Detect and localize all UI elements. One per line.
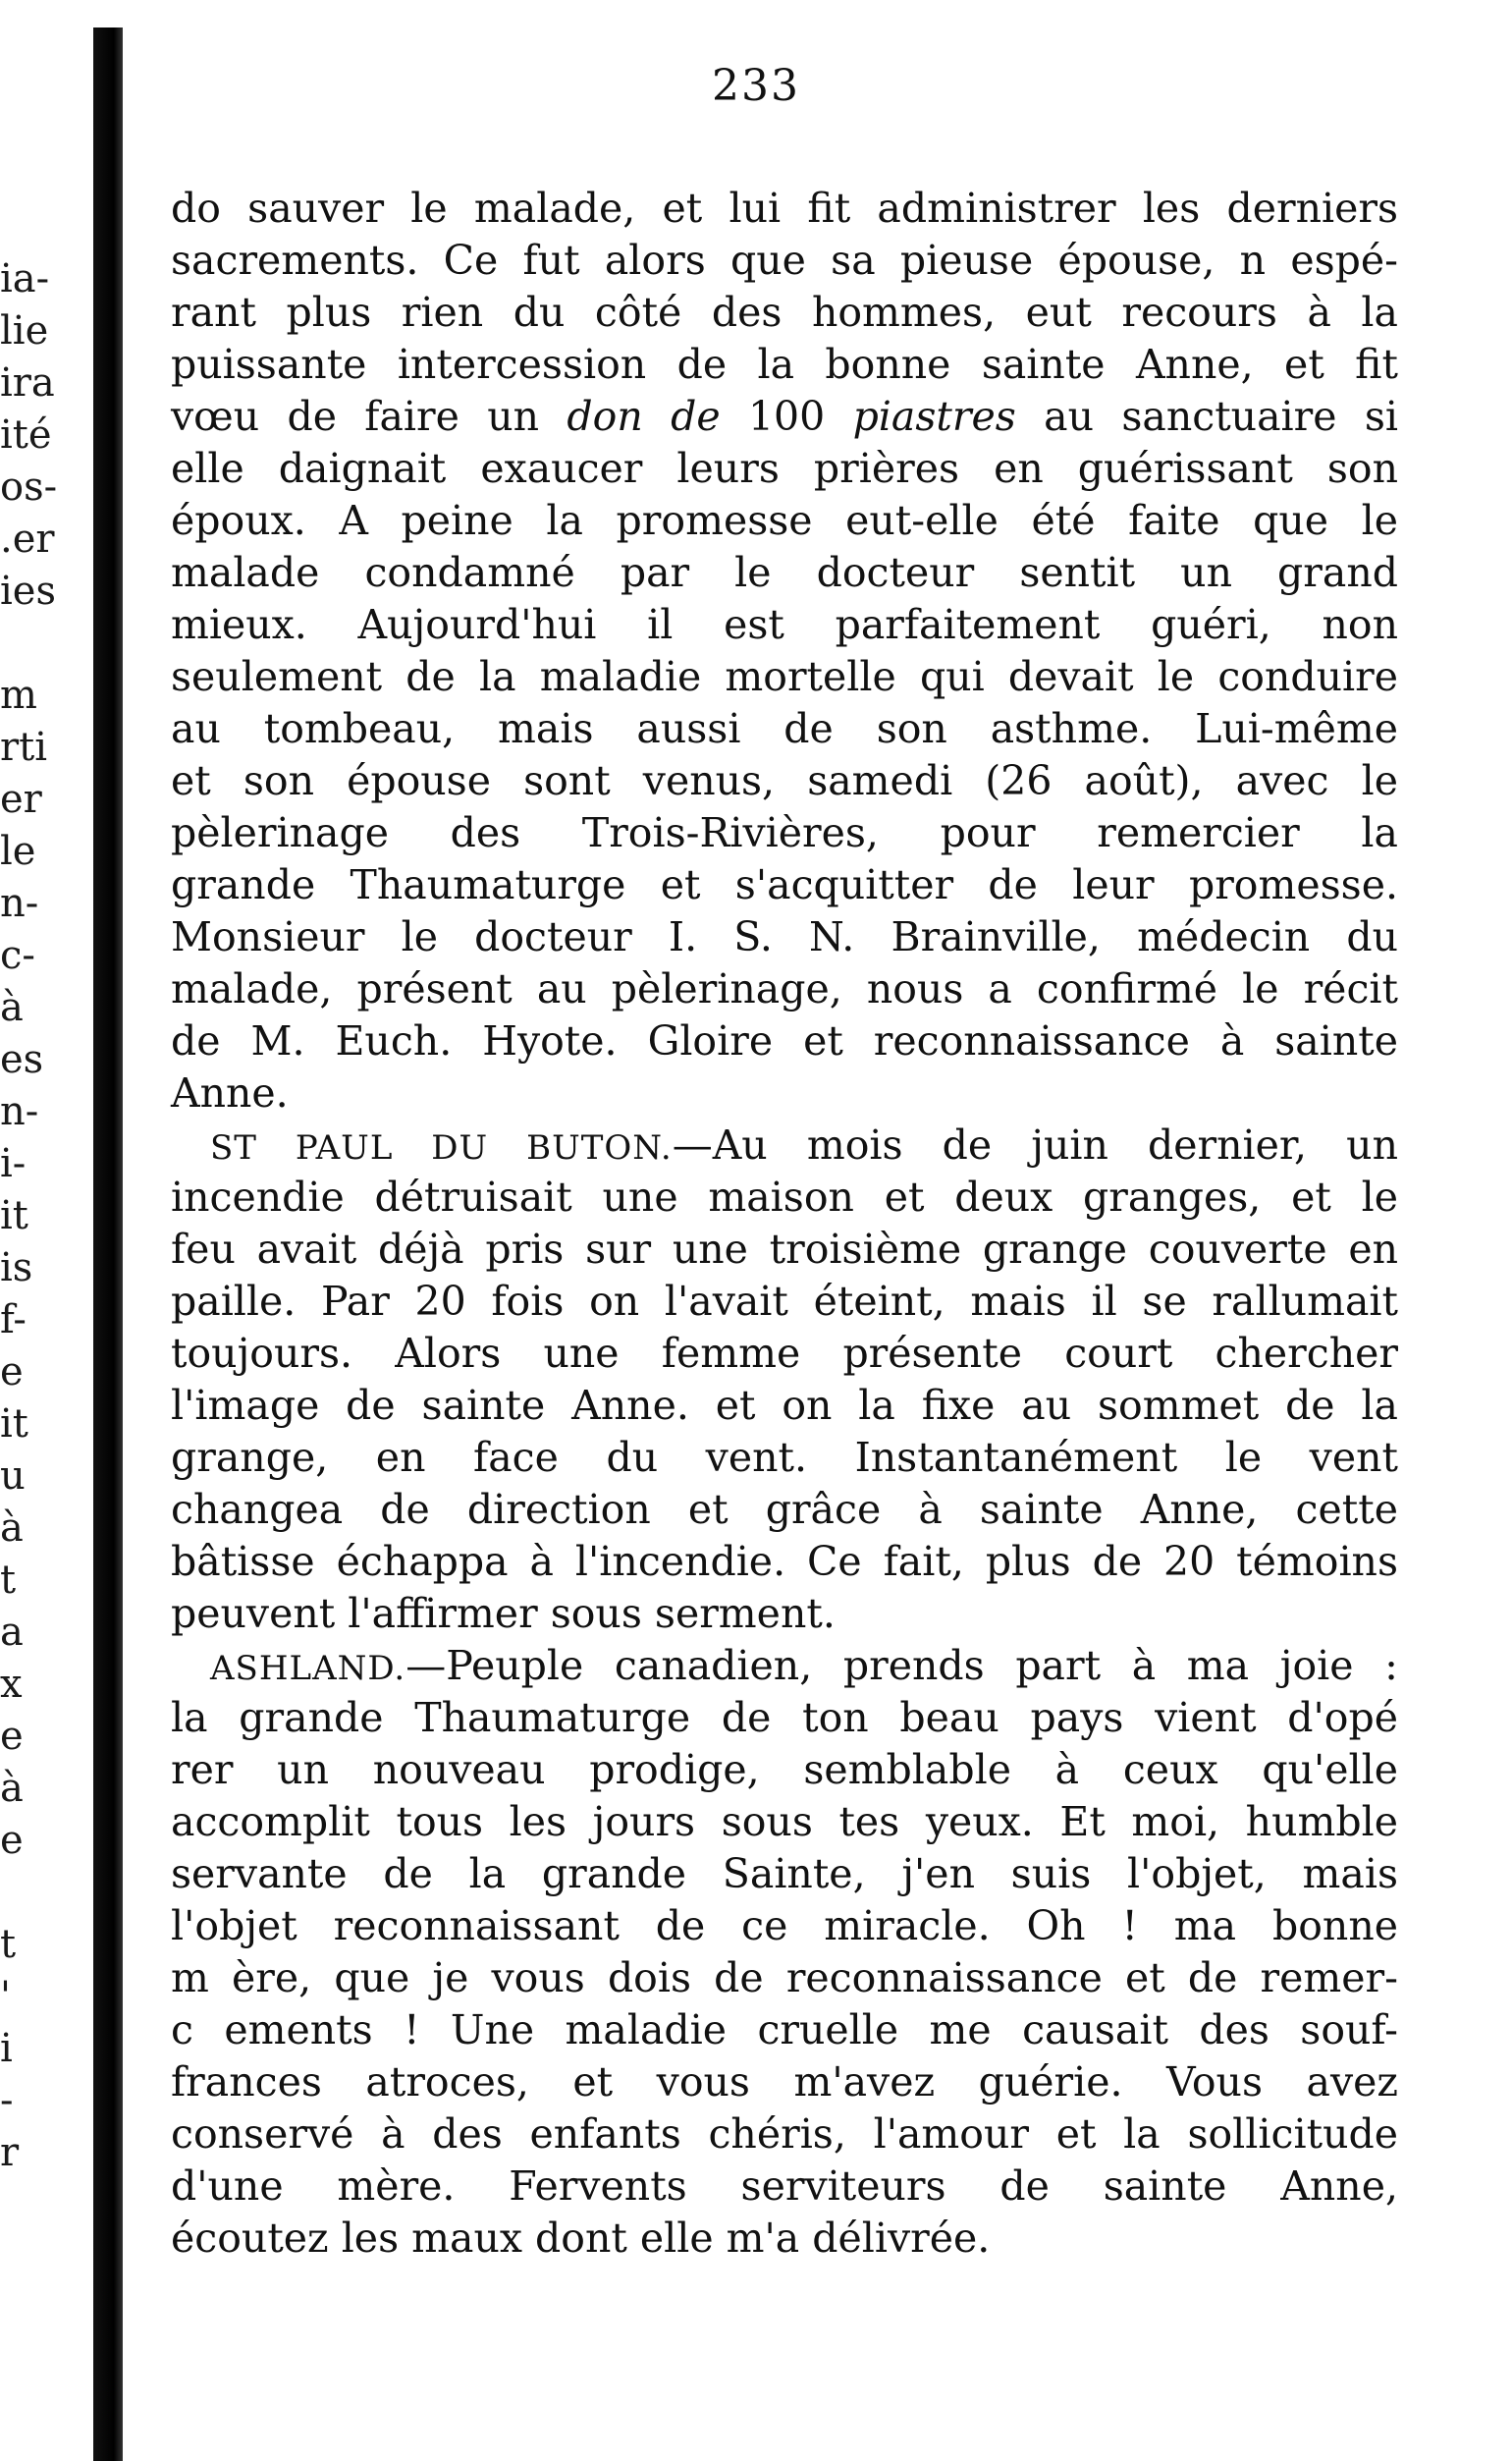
bleed-fragment: a [0,1610,24,1655]
bleed-fragment: i- [0,1141,27,1186]
bleed-fragment: os- [0,465,58,510]
text-line: sacrements. Ce fut alors que sa pieuse épouse, n espé- [171,237,1398,284]
text-run: vœu de faire un [171,393,567,440]
text-run: —Peuple canadien, prends part à ma joie : [405,1642,1398,1689]
text-line: elle daignait exaucer leurs prières en guérissant son [171,445,1398,492]
text-line: et son épouse sont venus, samedi (26 août), avec le [171,757,1398,804]
bleed-fragment: n- [0,1089,39,1134]
bleed-fragment: es [0,1037,44,1082]
text-line: malade condamné par le docteur sentit un grand [171,549,1398,596]
bleed-fragment: le [0,829,36,874]
text-line: paille. Par 20 fois on l'avait éteint, mais il se rallumait [171,1278,1398,1325]
text-line [171,1640,1398,1692]
body-text [171,183,1398,2265]
text-line: m ère, que je vous dois de reconnaissance et de remer- [171,1954,1398,2001]
italic-text: piastres [852,393,1016,440]
text-run: au sanctuaire si [1015,393,1398,440]
text-line: seulement de la maladie mortelle qui devait le conduire [171,653,1398,700]
bleed-fragment: ira [0,360,55,406]
text-line: Monsieur le docteur I. S. N. Brainville, médecin du [171,913,1398,960]
bleed-fragment: à [0,1766,24,1811]
bleed-fragment [0,1867,77,1919]
bleed-fragment: t [0,1558,17,1603]
bleed-fragment: m [0,673,37,718]
section-heading: ASHLAND. [210,1649,406,1688]
bleed-fragment: ' [0,1974,11,2019]
bleed-fragment: it [0,1401,28,1447]
bleed-fragment: e [0,1349,24,1395]
text-line: incendie détruisait une maison et deux granges, et le [171,1174,1398,1221]
bleed-fragment: it [0,1193,28,1238]
text-line: écoutez les maux dont elle m'a délivrée. [171,2215,991,2262]
text-line [171,1120,1398,1172]
text-line: la grande Thaumaturge de ton beau pays vient d'opé [171,1694,1398,1741]
bleed-fragment: lie [0,308,49,354]
bleed-fragment: n- [0,881,39,926]
text-line: feu avait déjà pris sur une troisième grange couverte en [171,1226,1398,1273]
text-run: 100 [720,393,853,440]
text-line: pèlerinage des Trois-Rivières, pour remercier la [171,809,1398,856]
bleed-fragment: e [0,1714,24,1759]
bleed-fragment: - [0,2078,14,2123]
bleed-fragment: i [0,2026,13,2071]
text-line: toujours. Alors une femme présente court chercher [171,1330,1398,1377]
text-line: grande Thaumaturge et s'acquitter de leur promesse. [171,861,1398,908]
bleed-fragment: u [0,1453,26,1499]
text-line: frances atroces, et vous m'avez guérie. Vous avez [171,2058,1398,2106]
bleed-fragment: ia- [0,256,50,301]
text-line: changea de direction et grâce à sainte Anne, cette [171,1486,1398,1533]
text-line: époux. A peine la promesse eut-elle été faite que le [171,497,1398,544]
section-heading: ST PAUL DU BUTON. [210,1128,673,1168]
text-line: puissante intercession de la bonne sainte Anne, et fit [171,341,1398,388]
text-line: l'image de sainte Anne. et on la fixe au sommet de la [171,1382,1398,1429]
text-line: bâtisse échappa à l'incendie. Ce fait, plus de 20 témoins [171,1538,1398,1585]
bleed-fragment: e [0,1818,24,1863]
text-line: Anne. [171,1069,289,1117]
text-line: grange, en face du vent. Instantanément le vent [171,1434,1398,1481]
text-line: peuvent l'affirmer sous serment. [171,1590,836,1637]
bleed-fragment: er [0,777,42,822]
text-line: mieux. Aujourd'hui il est parfaitement guéri, non [171,601,1398,648]
text-line: c ements ! Une maladie cruelle me causait des souf- [171,2006,1398,2053]
text-line: do sauver le malade, et lui fit administrer les derniers [171,185,1398,232]
facing-page-bleed-text [0,253,77,2179]
bleed-fragment: f- [0,1297,27,1342]
bleed-fragment: ité [0,412,52,458]
bleed-fragment: x [0,1662,23,1707]
bleed-fragment: ies [0,569,56,614]
text-line: rer un nouveau prodige, semblable à ceux qu'elle [171,1746,1398,1793]
binding-gutter-shadow [93,27,123,2461]
text-line: d'une mère. Fervents serviteurs de sainte Anne, [171,2162,1398,2210]
text-line [171,391,1398,443]
bleed-fragment: à [0,1505,24,1551]
bleed-fragment [0,618,77,670]
text-line: conservé à des enfants chéris, l'amour et la sollicitude [171,2110,1398,2158]
text-line: rant plus rien du côté des hommes, eut recours à la [171,289,1398,336]
bleed-fragment: à [0,985,24,1030]
bleed-fragment: t [0,1922,17,1967]
text-line: de M. Euch. Hyote. Gloire et reconnaissance à sainte [171,1017,1398,1065]
bleed-fragment: c- [0,933,35,978]
text-line: malade, présent au pèlerinage, nous a confirmé le récit [171,965,1398,1012]
bleed-fragment: is [0,1245,33,1290]
bleed-fragment: .er [0,517,55,562]
text-line: accomplit tous les jours sous tes yeux. Et moi, humble [171,1798,1398,1845]
bleed-fragment: r [0,2130,20,2175]
italic-text: don de [567,393,721,440]
text-run: —Au mois de juin dernier, un [672,1121,1398,1169]
text-line: servante de la grande Sainte, j'en suis l'objet, mais [171,1850,1398,1897]
bleed-fragment: rti [0,725,47,770]
text-line: au tombeau, mais aussi de son asthme. Lui-même [171,705,1398,752]
page-number: 233 [712,61,800,111]
text-line: l'objet reconnaissant de ce miracle. Oh ! ma bonne [171,1902,1398,1949]
